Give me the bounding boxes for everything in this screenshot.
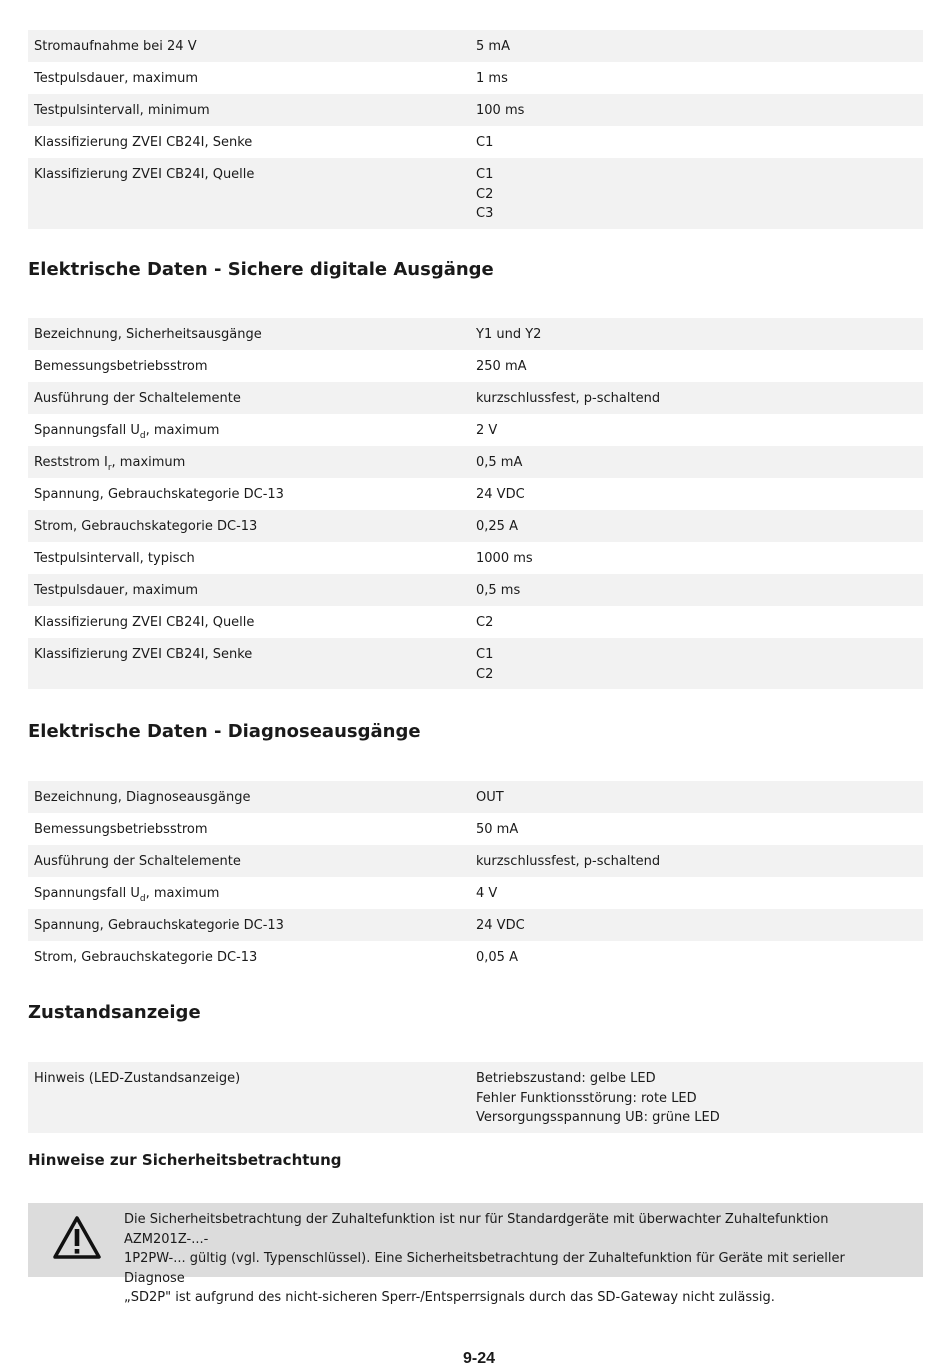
table-row [28,94,923,126]
row-value-line: C2 [476,615,494,630]
safety-notice-text [124,1210,909,1308]
row-value [476,549,923,569]
row-label: Klassifizierung ZVEI CB24I, Senke [34,647,253,662]
table-row [28,318,923,350]
row-value [476,165,923,224]
row-label: Bemessungsbetriebsstrom [34,359,208,374]
section-title-status-display: Zustandsanzeige [28,1002,201,1023]
row-label-main: Reststrom I [34,455,108,470]
row-value-line: C2 [476,186,494,202]
table-row [28,542,923,574]
row-value-line: C3 [476,206,494,221]
safety-notice-box [28,1203,923,1305]
spec-table-safe-outputs [28,318,923,689]
row-value-line: C1 [476,167,494,182]
row-value-line: 0,5 ms [476,583,521,598]
row-label-suffix: , maximum [111,455,186,470]
row-label-subscript: r [107,463,112,473]
row-value [476,884,923,904]
row-label [28,884,476,904]
row-label: Stromaufnahme bei 24 V [34,39,197,54]
page-number: 9-24 [462,1350,496,1367]
section-title-diagnostic-outputs: Elektrische Daten - Diagnoseausgänge [28,721,421,742]
row-value [476,357,923,377]
table-row [28,382,923,414]
row-label-suffix: , maximum [145,886,220,901]
row-label: Hinweis (LED-Zustandsanzeige) [34,1071,241,1086]
row-label: Spannung, Gebrauchskategorie DC-13 [34,487,284,502]
table-row [28,446,923,478]
spec-table-status-display [28,1062,923,1133]
table-row [28,350,923,382]
safety-notice-line: „SD2P" ist aufgrund des nicht-sicheren Sperr-/Entsperrsignals durch das SD-Gateway nicht zulässig. [124,1290,775,1305]
row-value-line: 0,25 A [476,519,518,534]
row-label-suffix: , maximum [145,423,220,438]
table-row [28,510,923,542]
table-row [28,845,923,877]
row-label: Bezeichnung, Diagnoseausgänge [34,790,251,805]
row-value-line: Versorgungsspannung UB: grüne LED [476,1110,720,1125]
table-row [28,62,923,94]
table-row [28,158,923,229]
safety-notice-line: Die Sicherheitsbetrachtung der Zuhaltefunktion ist nur für Standardgeräte mit überwachter Zuhaltefunktion AZM201Z-...- [124,1212,829,1247]
table-row [28,781,923,813]
row-value-line: 250 mA [476,359,527,374]
row-value-line: C1 [476,647,494,662]
row-label: Testpulsintervall, minimum [34,103,210,118]
spec-table-inputs [28,30,923,229]
row-value [476,645,923,684]
row-value [476,948,923,968]
row-value [476,613,923,633]
row-label: Strom, Gebrauchskategorie DC-13 [34,950,258,965]
row-value-line: 50 mA [476,822,519,837]
row-value-line: 2 V [476,423,498,438]
row-value-line: 24 VDC [476,918,525,933]
row-value [476,581,923,601]
row-value [476,916,923,936]
row-label [28,453,476,473]
table-row [28,30,923,62]
row-value [476,485,923,505]
row-label: Klassifizierung ZVEI CB24I, Quelle [34,615,255,630]
row-value [476,820,923,840]
table-row [28,478,923,510]
row-label: Strom, Gebrauchskategorie DC-13 [34,519,258,534]
row-value-line: Y1 und Y2 [476,327,542,342]
row-label: Klassifizierung ZVEI CB24I, Senke [34,135,253,150]
row-value [476,453,923,473]
row-value [476,1069,923,1128]
row-label-main: Spannungsfall U [34,423,140,438]
row-label: Bezeichnung, Sicherheitsausgänge [34,327,262,342]
row-label-main: Spannungsfall U [34,886,140,901]
row-value-line: 24 VDC [476,487,525,502]
row-value [476,421,923,441]
table-row [28,638,923,689]
row-value [476,37,923,57]
row-value [476,389,923,409]
row-value [476,325,923,345]
row-value-line: 100 ms [476,103,525,118]
row-value-line: C1 [476,135,494,150]
row-value [476,69,923,89]
row-value-line: C2 [476,666,494,682]
row-value-line: OUT [476,790,504,805]
row-label [28,421,476,441]
row-label: Testpulsdauer, maximum [34,583,199,598]
warning-triangle-icon [52,1215,102,1261]
table-row [28,574,923,606]
row-value-line: kurzschlussfest, p-schaltend [476,391,661,406]
row-value-line: 5 mA [476,39,510,54]
row-value-line: kurzschlussfest, p-schaltend [476,854,661,869]
table-row [28,1062,923,1133]
row-label: Spannung, Gebrauchskategorie DC-13 [34,918,284,933]
row-label: Ausführung der Schaltelemente [34,854,241,869]
spec-table-diagnostic-outputs [28,781,923,973]
table-row [28,877,923,909]
table-row [28,606,923,638]
row-value [476,517,923,537]
row-value [476,852,923,872]
safety-notice-line: 1P2PW-... gültig (vgl. Typenschlüssel). Eine Sicherheitsbetrachtung der Zuhaltefunktion für Geräte mit serieller Diagnose [124,1251,845,1286]
row-value [476,133,923,153]
row-label: Testpulsdauer, maximum [34,71,199,86]
table-row [28,941,923,973]
table-row [28,909,923,941]
table-row [28,126,923,158]
row-value-line: 0,5 mA [476,455,523,470]
row-value-line: Fehler Funktionsstörung: rote LED [476,1090,697,1106]
row-label-subscript: d [139,431,146,441]
table-row [28,414,923,446]
row-label: Ausführung der Schaltelemente [34,391,241,406]
section-title-safe-outputs: Elektrische Daten - Sichere digitale Ausgänge [28,259,494,280]
row-value [476,788,923,808]
row-value-line: 1000 ms [476,551,533,566]
section-title-safety-notes: Hinweise zur Sicherheitsbetrachtung [28,1151,342,1169]
row-label-subscript: d [139,894,146,904]
row-value-line: 4 V [476,886,498,901]
row-value-line: Betriebszustand: gelbe LED [476,1071,656,1086]
row-label: Klassifizierung ZVEI CB24I, Quelle [34,167,255,182]
row-label: Testpulsintervall, typisch [34,551,195,566]
row-value-line: 1 ms [476,71,508,86]
row-value-line: 0,05 A [476,950,518,965]
table-row [28,813,923,845]
row-label: Bemessungsbetriebsstrom [34,822,208,837]
row-value [476,101,923,121]
